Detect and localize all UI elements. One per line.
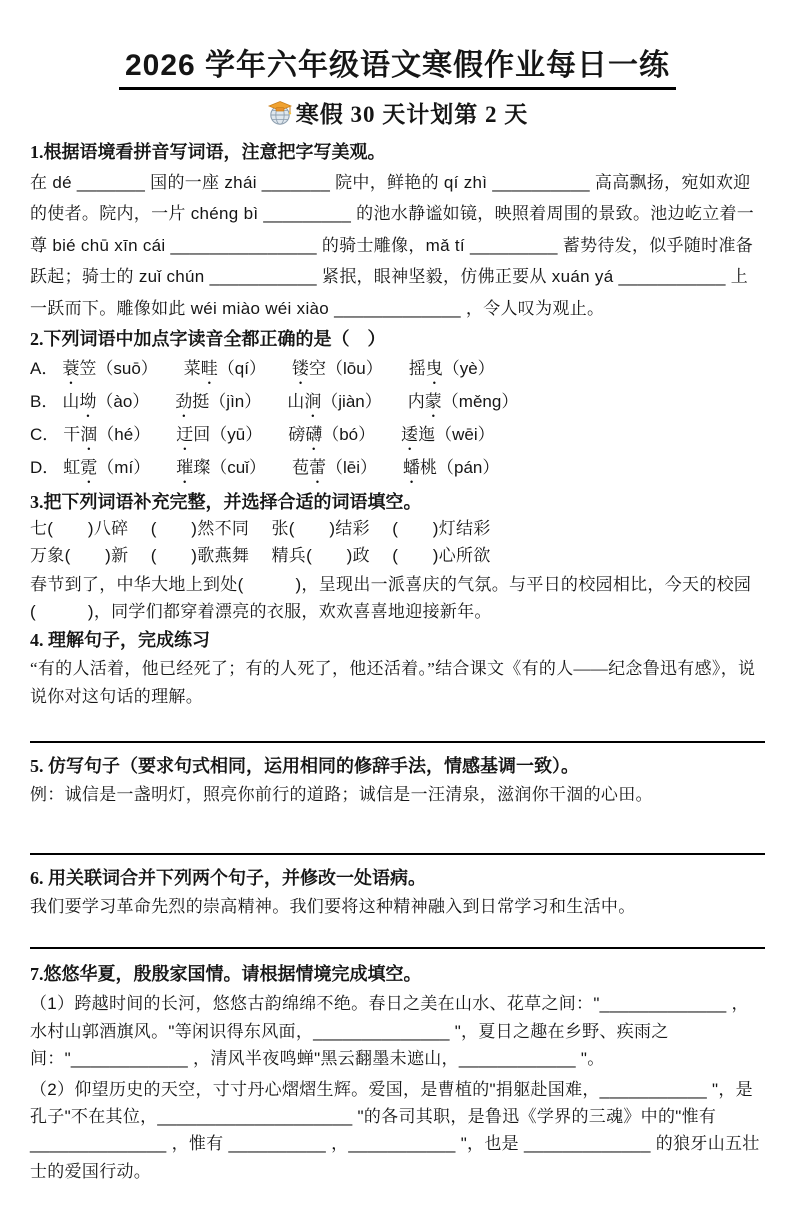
title-wrap: [30, 40, 765, 90]
section-q1: [30, 139, 765, 324]
section-q6: [30, 865, 765, 949]
q5-example: 例：诚信是一盏明灯，照亮你前行的道路；诚信是一汪清泉，滋润你干涸的心田。: [30, 785, 653, 805]
word-with-pinyin: 菜畦（qí）: [183, 359, 266, 379]
subtitle-wrap: [30, 96, 765, 129]
dotted-char: 劲: [175, 392, 193, 412]
q2-heading: 2.下列词语中加点字读音全都正确的是（ ）: [30, 329, 386, 350]
word-with-pinyin: 虹霓（mí）: [63, 458, 151, 478]
option-label: D．: [30, 458, 60, 478]
word-with-pinyin: 内蒙（měng）: [407, 392, 519, 412]
option-row-A: [30, 356, 765, 388]
word-with-pinyin: 磅礴（bó）: [288, 425, 376, 445]
q4-heading: 4. 理解句子，完成练习: [30, 630, 210, 651]
dotted-char: 曳: [425, 359, 443, 379]
option-label: A．: [30, 359, 59, 379]
dotted-char: 迂: [176, 425, 194, 445]
q6-body: 我们要学习革命先烈的崇高精神。我们要将这种精神融入到日常学习和生活中。: [30, 897, 636, 917]
q1-passage: 在 dé _______ 国的一座 zhái _______ 院中，鲜艳的 qí zhì __________ 高高飘扬，宛如欢迎的使者。院内，一片 chéng bì _________ 的池水静谧如镜，映照着周围的景致。池边屹立着一尊 bié chū xīn cái _______________ 的骑士雕像，mǎ tí _________ 蓄势待发，似乎随时准备跃起；骑士的 zuǐ chún ___________ 紧抿，眼神坚毅，仿佛正要从 xuán yá ___________ 上一跃而下。雕像如此 wéi miào wéi xiào _____________ ，令人叹为观止。: [30, 173, 755, 318]
option-row-D: [30, 455, 765, 487]
dotted-char: 礴: [305, 425, 323, 445]
q3-heading: 3.把下列词语补充完整，并选择合适的词语填空。: [30, 492, 422, 513]
word-with-pinyin: 镂空（lōu）: [291, 359, 383, 379]
q4-body: “有的人活着，他已经死了；有的人死了，他还活着。”结合课文《有的人——纪念鲁迅有感》，说说你对这句话的理解。: [30, 659, 756, 707]
dotted-char: 璀: [176, 458, 194, 478]
dotted-char: 霓: [80, 458, 98, 478]
option-row-B: [30, 389, 765, 421]
word-with-pinyin: 劲挺（jìn）: [175, 392, 262, 412]
q5-answer-line: [30, 853, 765, 855]
q2-options: [30, 356, 765, 487]
word-with-pinyin: 干涸（hé）: [63, 425, 151, 445]
section-q3: [30, 489, 765, 625]
section-q7: [30, 961, 765, 1184]
q6-answer-line: [30, 947, 765, 949]
dotted-char: 镂: [291, 359, 309, 379]
section-q2: [30, 326, 765, 487]
dotted-char: 蒙: [424, 392, 442, 412]
graduation-cap-globe-icon: [267, 100, 293, 126]
q1-heading: 1.根据语境看拼音写词语，注意把字写美观。: [30, 142, 386, 162]
q7-item-2: （2）仰望历史的天空，寸寸丹心熠熠生辉。爱国，是曹植的"捐躯赴国难，___________ "，是孔子"不在其位，____________________ "的各司其职，是鲁迅《学界的三魂》中的"惟有 ______________ ，惟有 __________ ，___________ "，也是 _____________ 的狼牙山五壮士的爱国行动。: [30, 1080, 760, 1181]
dotted-char: 蟠: [402, 458, 420, 478]
q4-answer-line: [30, 741, 765, 743]
option-label: B．: [30, 392, 59, 412]
word-with-pinyin: 蓑笠（suō）: [62, 359, 158, 379]
q6-heading: 6. 用关联词合并下列两个句子，并修改一处语病。: [30, 868, 426, 889]
q7-heading: 7.悠悠华夏，殷殷家国情。请根据情境完成填空。: [30, 964, 422, 985]
option-row-C: [30, 422, 765, 454]
dotted-char: 蕾: [308, 458, 326, 478]
word-with-pinyin: 山涧（jiàn）: [287, 392, 382, 412]
word-with-pinyin: 璀璨（cuǐ）: [176, 458, 266, 478]
word-with-pinyin: 摇曳（yè）: [408, 359, 495, 379]
page-title: 2026 学年六年级语文寒假作业每日一练: [119, 40, 676, 90]
section-q5: [30, 753, 765, 855]
dotted-char: 涧: [304, 392, 322, 412]
q3-row-1: 七( )八碎 ( )然不同 张( )结彩 ( )灯结彩: [30, 519, 491, 539]
dotted-char: 蓑: [62, 359, 80, 379]
page-subtitle: 寒假 30 天计划第 2 天: [295, 102, 529, 127]
word-with-pinyin: 迂回（yū）: [176, 425, 263, 445]
word-with-pinyin: 蟠桃（pán）: [402, 458, 500, 478]
q5-heading: 5. 仿写句子（要求句式相同，运用相同的修辞手法，情感基调一致）。: [30, 756, 579, 777]
dotted-char: 畦: [200, 359, 218, 379]
section-q4: [30, 627, 765, 743]
word-with-pinyin: 苞蕾（lēi）: [291, 458, 377, 478]
option-label: C．: [30, 425, 60, 445]
q7-item-1: （1）跨越时间的长河，悠悠古韵绵绵不绝。春日之美在山水、花草之间："_____________ ，水村山郭酒旗风。"等闲识得东风面，______________ "，夏日之趣在乡野、疾雨之间："____________ ，清风半夜鸣蝉"黑云翻墨未遮山，____________ "。: [30, 994, 749, 1068]
dotted-char: 涸: [80, 425, 98, 445]
q3-paragraph: 春节到了，中华大地上到处( )，呈现出一派喜庆的气氛。与平日的校园相比，今天的校园( )，同学们都穿着漂亮的衣服，欢欢喜喜地迎接新年。: [30, 574, 752, 622]
word-with-pinyin: 逶迤（wēi）: [401, 425, 495, 445]
dotted-char: 坳: [79, 392, 97, 412]
dotted-char: 逶: [401, 425, 419, 445]
q3-row-2: 万象( )新 ( )歌燕舞 精兵( )政 ( )心所欲: [30, 545, 491, 565]
word-with-pinyin: 山坳（ào）: [62, 392, 150, 412]
